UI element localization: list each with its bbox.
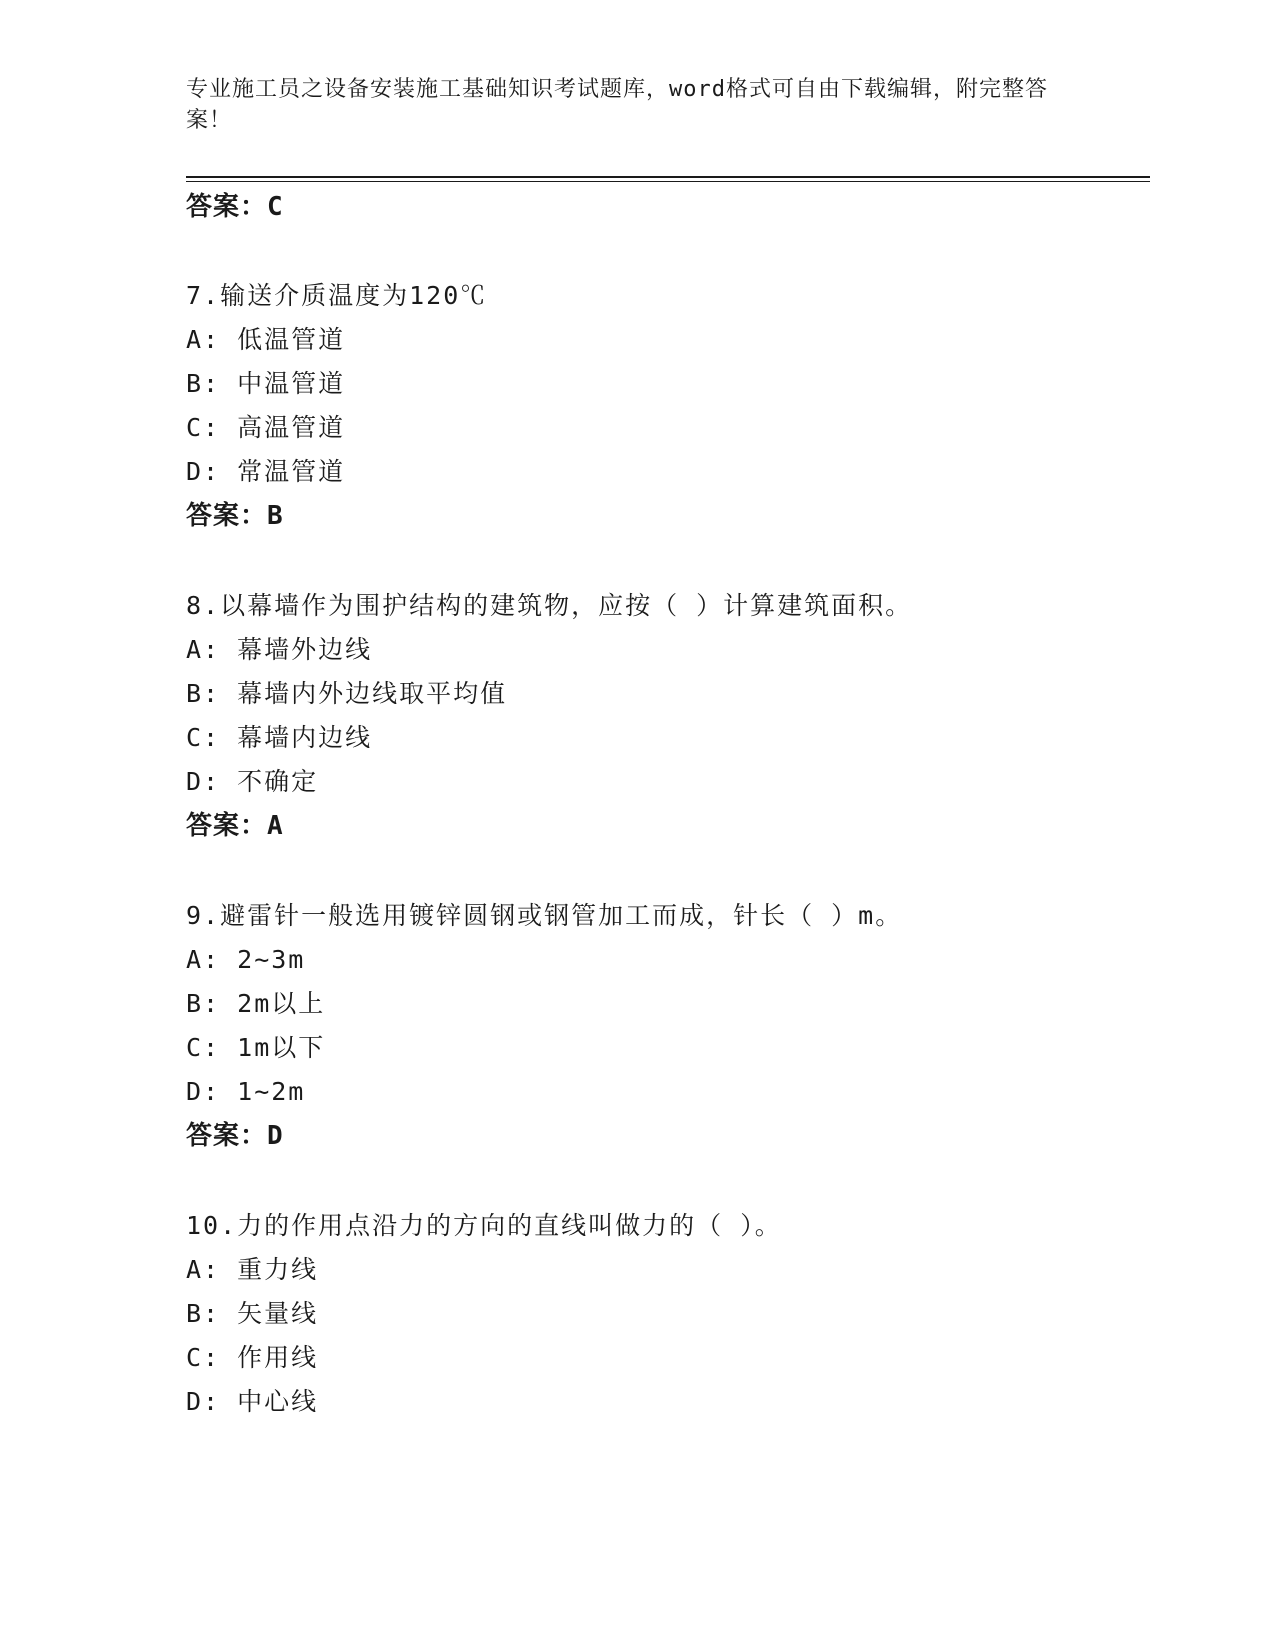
question-7-option-b: B: 中温管道: [186, 369, 346, 398]
answer-value: D: [267, 1121, 284, 1151]
question-9-option-d: D: 1~2m: [186, 1077, 306, 1106]
question-8-option-b: B: 幕墙内外边线取平均值: [186, 679, 508, 708]
answer-label: 答案：: [186, 1121, 268, 1151]
question-9-option-b: B: 2m以上: [186, 989, 326, 1018]
answer-line-6: [186, 191, 284, 223]
answer-line-8: [186, 810, 284, 842]
answer-label: 答案：: [186, 811, 268, 841]
header-divider: [186, 176, 1150, 178]
question-9-option-a: A: 2~3m: [186, 945, 306, 974]
question-stem-7: 7.输送介质温度为120℃: [186, 281, 488, 310]
answer-value: B: [267, 501, 284, 531]
question-8-option-a: A: 幕墙外边线: [186, 635, 373, 664]
answer-value: A: [267, 811, 284, 841]
answer-label: 答案：: [186, 501, 268, 531]
question-10-option-b: B: 矢量线: [186, 1299, 319, 1328]
question-stem-9: 9.避雷针一般选用镀锌圆钢或钢管加工而成，针长（ ）m。: [186, 901, 903, 930]
question-10-option-c: C: 作用线: [186, 1343, 319, 1372]
question-7-option-c: C: 高温管道: [186, 413, 346, 442]
question-8-option-c: C: 幕墙内边线: [186, 723, 373, 752]
question-7-option-a: A: 低温管道: [186, 325, 346, 354]
answer-line-9: [186, 1120, 284, 1152]
answer-line-7: [186, 500, 284, 532]
question-9-option-c: C: 1m以下: [186, 1033, 326, 1062]
document-header: 专业施工员之设备安装施工基础知识考试题库，word格式可自由下载编辑，附完整答案！: [186, 77, 1048, 133]
answer-value: C: [267, 192, 284, 222]
question-stem-10: 10.力的作用点沿力的方向的直线叫做力的（ ）。: [186, 1211, 782, 1240]
question-10-option-a: A: 重力线: [186, 1255, 319, 1284]
question-8-option-d: D: 不确定: [186, 767, 319, 796]
question-stem-8: 8.以幕墙作为围护结构的建筑物，应按（ ）计算建筑面积。: [186, 591, 913, 620]
header-divider-thin: [186, 181, 1150, 182]
question-10-option-d: D: 中心线: [186, 1387, 319, 1416]
question-7-option-d: D: 常温管道: [186, 457, 346, 486]
answer-label: 答案：: [186, 192, 268, 222]
